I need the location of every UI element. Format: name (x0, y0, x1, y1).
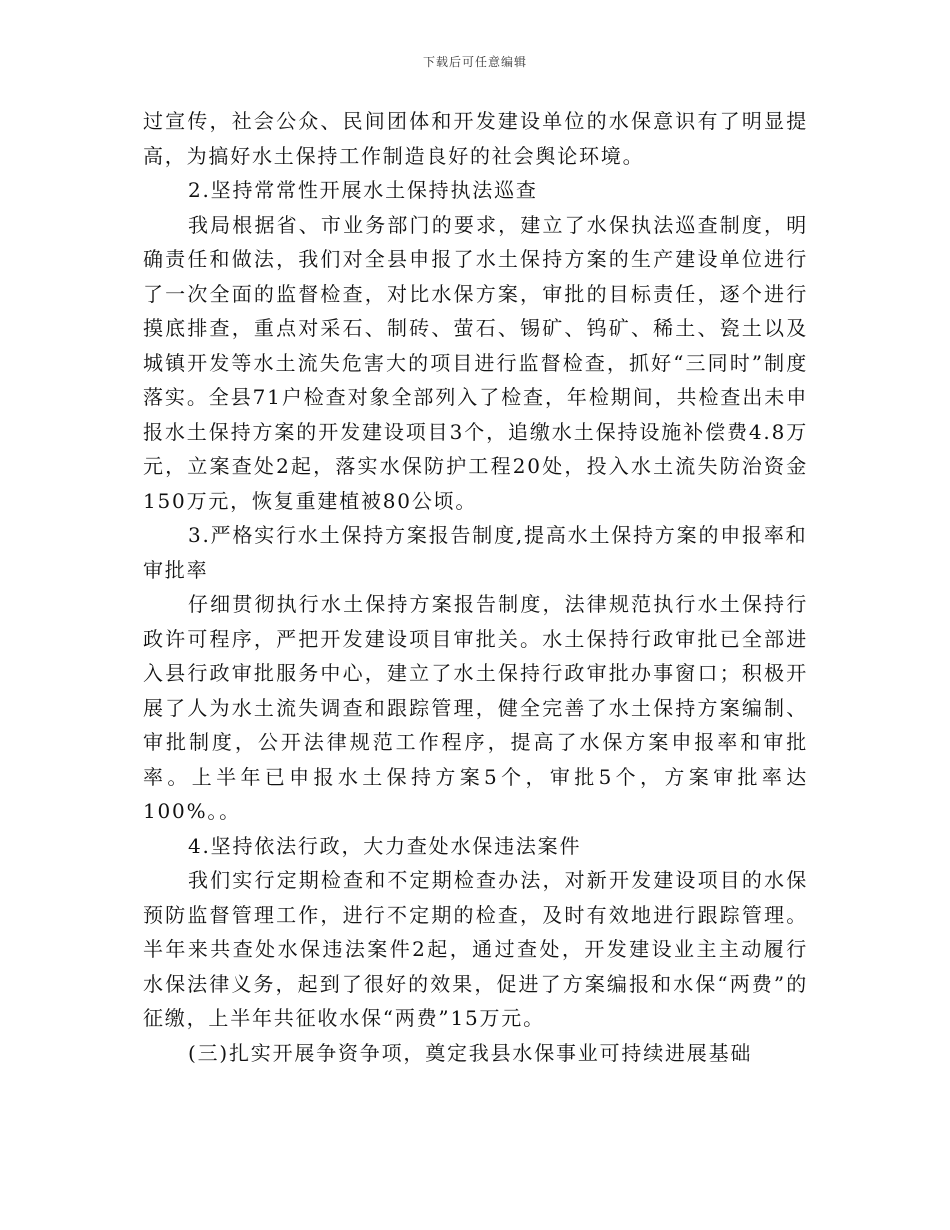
paragraph-report-system: 仔细贯彻执行水土保持方案报告制度，法律规范执行水土保持行政许可程序，严把开发建设项目审批关。水土保持行政审批已全部进入县行政审批服务中心，建立了水土保持行政审批办事窗口；积极开展了人为水土流失调查和跟踪管理，健全完善了水土保持方案编制、审批制度，公开法律规范工作程序，提高了水保方案申报率和审批率。上半年已申报水土保持方案5个，审批5个，方案审批率达100%。。 (143, 592, 808, 823)
section-heading-4: 4.坚持依法行政，大力查处水保违法案件 (188, 833, 582, 858)
document-body (143, 104, 808, 1070)
paragraph-continued: 过宣传，社会公众、民间团体和开发建设单位的水保意识有了明显提高，为搞好水土保持工作制造良好的社会舆论环境。 (143, 109, 808, 168)
section-heading-2: 2.坚持常常性开展水土保持执法巡查 (188, 178, 538, 202)
paragraph-enforcement: 我们实行定期检查和不定期检查办法，对新开发建设项目的水保预防监督管理工作，进行不定期的检查，及时有效地进行跟踪管理。半年来共查处水保违法案件2起，通过查处，开发建设业主主动履行水保法律义务，起到了很好的效果，促进了方案编报和水保“两费”的征缴，上半年共征收水保“两费”15万元。 (143, 868, 808, 1030)
section-heading-3-paren: (三)扎实开展争资争项，奠定我县水保事业可持续进展基础 (188, 1040, 753, 1065)
section-heading-3: 3.严格实行水土保持方案报告制度,提高水土保持方案的申报率和审批率 (143, 523, 808, 582)
page-header: 下载后可任意编辑 (422, 55, 527, 69)
paragraph-inspection: 我局根据省、市业务部门的要求，建立了水保执法巡查制度，明确责任和做法，我们对全县申报了水土保持方案的生产建设单位进行了一次全面的监督检查，对比水保方案，审批的目标责任，逐个进行摸底排查，重点对采石、制砖、萤石、锡矿、钨矿、稀土、瓷土以及城镇开发等水土流失危害大的项目进行监督检查，抓好“三同时”制度落实。全县71户检查对象全部列入了检查，年检期间，共检查出未申报水土保持方案的开发建设项目3个，追缴水土保持设施补偿费4.8万元，立案查处2起，落实水保防护工程20处，投入水土流失防治资金150万元，恢复重建植被80公顷。 (143, 212, 808, 513)
